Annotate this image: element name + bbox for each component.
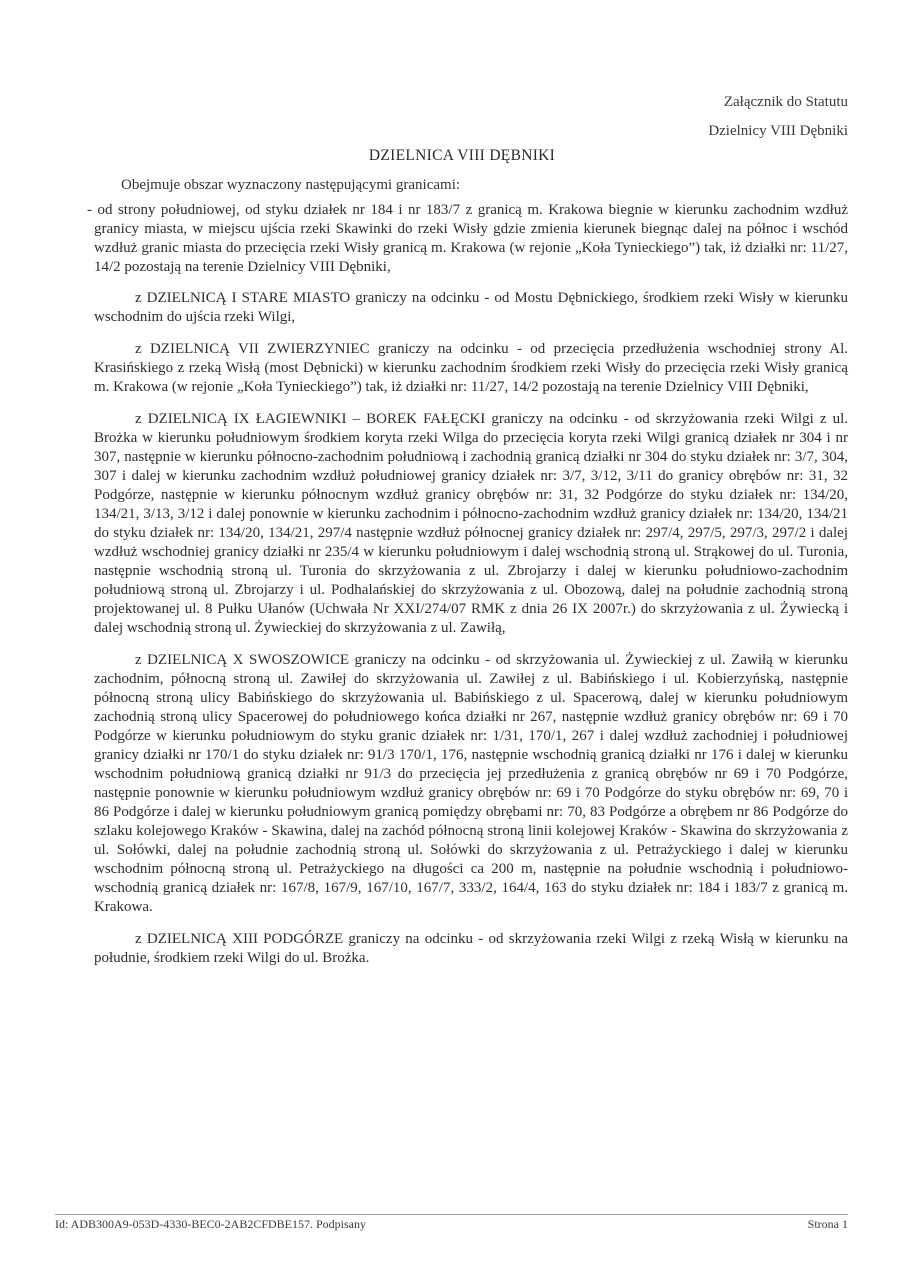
- attachment-line-2: Dzielnicy VIII Dębniki: [708, 123, 848, 139]
- boundary-paragraph-stare-miasto: z DZIELNICĄ I STARE MIASTO graniczy na odcinku - od Mostu Dębnickiego, środkiem rzeki Wisły w kierunku wschodnim do ujścia rzeki Wilgi,: [94, 290, 848, 325]
- intro-text: Obejmuje obszar wyznaczony następującymi granicami:: [121, 177, 461, 193]
- boundary-paragraph-south: - od strony południowej, od styku działek nr 184 i nr 183/7 z granicą m. Krakowa biegnie w kierunku zachodnim wzdłuż granicy miasta, w miejscu ujścia rzeki Skawinki do rzeki Wisły gdzie zmienia kierunek biegnąc dalej na północ i wschód wzdłuż granic miasta do przecięcia rzeki Wisły granicą m. Krakowa (w rejonie „Koła Tynieckiego”) tak, iż działki nr: 11/27, 14/2 pozostają na terenie Dzielnicy VIII Dębniki,: [87, 202, 848, 275]
- boundary-paragraph-podgorze: z DZIELNICĄ XIII PODGÓRZE graniczy na odcinku - od skrzyżowania rzeki Wilgi z rzeką Wisłą w kierunku na południe, środkiem rzeki Wilgi do ul. Brożka.: [94, 931, 848, 966]
- boundary-paragraph-swoszowice: z DZIELNICĄ X SWOSZOWICE graniczy na odcinku - od skrzyżowania ul. Żywieckiej z ul. Zawiłą w kierunku zachodnim, północną stroną ul. Zawiłej do skrzyżowania ul. Zawiłej z ul. Babińskiego i ul. Kobierzyńską, następnie północną stroną ulicy Babińskiego do skrzyżowania ul. Babińskiego z ul. Spacerową, dalej w kierunku południowym zachodnią stroną ulicy Spacerowej do południowego końca działki nr 267, następnie wzdłuż granicy obrębów nr: 69 i 70 Podgórze w kierunku południowym do styku granic działek nr: 1/31, 170/1, 267 i dalej wzdłuż zachodniej i południowej granicy działki nr 170/1 do styku działek nr: 91/3 170/1, 176, następnie wschodnią granicą działki nr 176 i dalej w kierunku wschodnim południową granicą działki nr 91/3 do przecięcia jej przedłużenia z granicą obrębów nr 69 i 70 Podgórze, następnie ponownie w kierunku południowym wzdłuż granicy obrębów nr: 69 i 70 Podgórze do styku obrębów nr: 69, 70 i 86 Podgórze i dalej w kierunku południowym granicą pomiędzy obrębami nr: 70, 83 Podgórze a obrębem nr 86 Podgórze do szlaku kolejowego Kraków - Skawina, dalej na zachód północną stroną linii kolejowej Kraków - Skawina do skrzyżowania z ul. Sołówki, dalej na południe zachodnią stroną ul. Sołówki do skrzyżowania z ul. Petrażyckiego i dalej w kierunku wschodnim północną stroną ul. Petrażyckiego na długości ca 200 m, następnie na południe wschodnią i południowo-wschodnią granicą działek nr: 167/8, 167/9, 167/10, 167/7, 333/2, 164/4, 163 do styku działek nr: 184 i 183/7 z granicą m. Krakowa.: [94, 652, 848, 915]
- footer-divider: [55, 1214, 848, 1215]
- boundary-paragraph-lagiewniki: z DZIELNICĄ IX ŁAGIEWNIKI – BOREK FAŁĘCKI graniczy na odcinku - od skrzyżowania rzeki Wilgi z ul. Brożka w kierunku południowym środkiem koryta rzeki Wilga do przecięcia koryta rzeki Wilgi granicą działek nr 304 i nr 307, następnie w kierunku północno-zachodnim południową i zachodnią granicą działki nr 304 do styku działek nr: 3/7, 304, 307 i dalej w kierunku zachodnim wzdłuż południowej granicy działek nr: 3/7, 3/12, 3/11 do granicy obrębów nr: 31, 32 Podgórze, następnie w kierunku północnym wzdłuż granicy obrębów nr: 31, 32 Podgórze do styku działek nr: 134/20, 134/21, 3/13, 3/12 i dalej ponownie w kierunku zachodnim i północno-zachodnim wzdłuż granicy działek nr: 134/20, 134/21 do styku działek nr: 134/20, 134/21, 297/4 następnie wzdłuż północnej granicy działek nr: 297/4, 297/5, 297/3, 297/2 i dalej wzdłuż wschodniej granicy działki nr 235/4 w kierunku południowym i dalej wschodnią stroną ul. Strąkowej do ul. Turonia, następnie wschodnią stroną ul. Turonia do skrzyżowania z ul. Zbrojarzy i dalej w kierunku południowo-zachodnim południową stroną ul. Zbrojarzy i ul. Podhalańskiej do skrzyżowania z ul. Obozową, dalej na południe zachodnią stroną projektowanej ul. 8 Pułku Ułanów (Uchwała Nr XXI/274/07 RMK z dnia 26 IX 2007r.) do skrzyżowania z ul. Żywiecką i dalej wschodnią stroną ul. Żywieckiej do skrzyżowania z ul. Zawiłą,: [94, 411, 848, 636]
- footer-page-number: Strona 1: [807, 1217, 848, 1231]
- boundary-paragraph-zwierzyniec: z DZIELNICĄ VII ZWIERZYNIEC graniczy na odcinku - od przecięcia przedłużenia wschodniej strony Al. Krasińskiego z rzeką Wisłą (most Dębnicki) w kierunku zachodnim środkiem rzeki Wisły do przecięcia rzeki Wisły granicą m. Krakowa (w rejonie „Koła Tynieckiego”) tak, iż działki nr: 11/27, 14/2 pozostają na terenie Dzielnicy VIII Dębniki,: [94, 341, 848, 395]
- attachment-line-1: Załącznik do Statutu: [723, 94, 848, 110]
- attachment-note: [708, 88, 848, 146]
- document-body: [87, 201, 848, 981]
- document-title: DZIELNICA VIII DĘBNIKI: [368, 147, 556, 164]
- footer-document-id: Id: ADB300A9-053D-4330-BEC0-2AB2CFDBE157. Podpisany: [55, 1217, 367, 1231]
